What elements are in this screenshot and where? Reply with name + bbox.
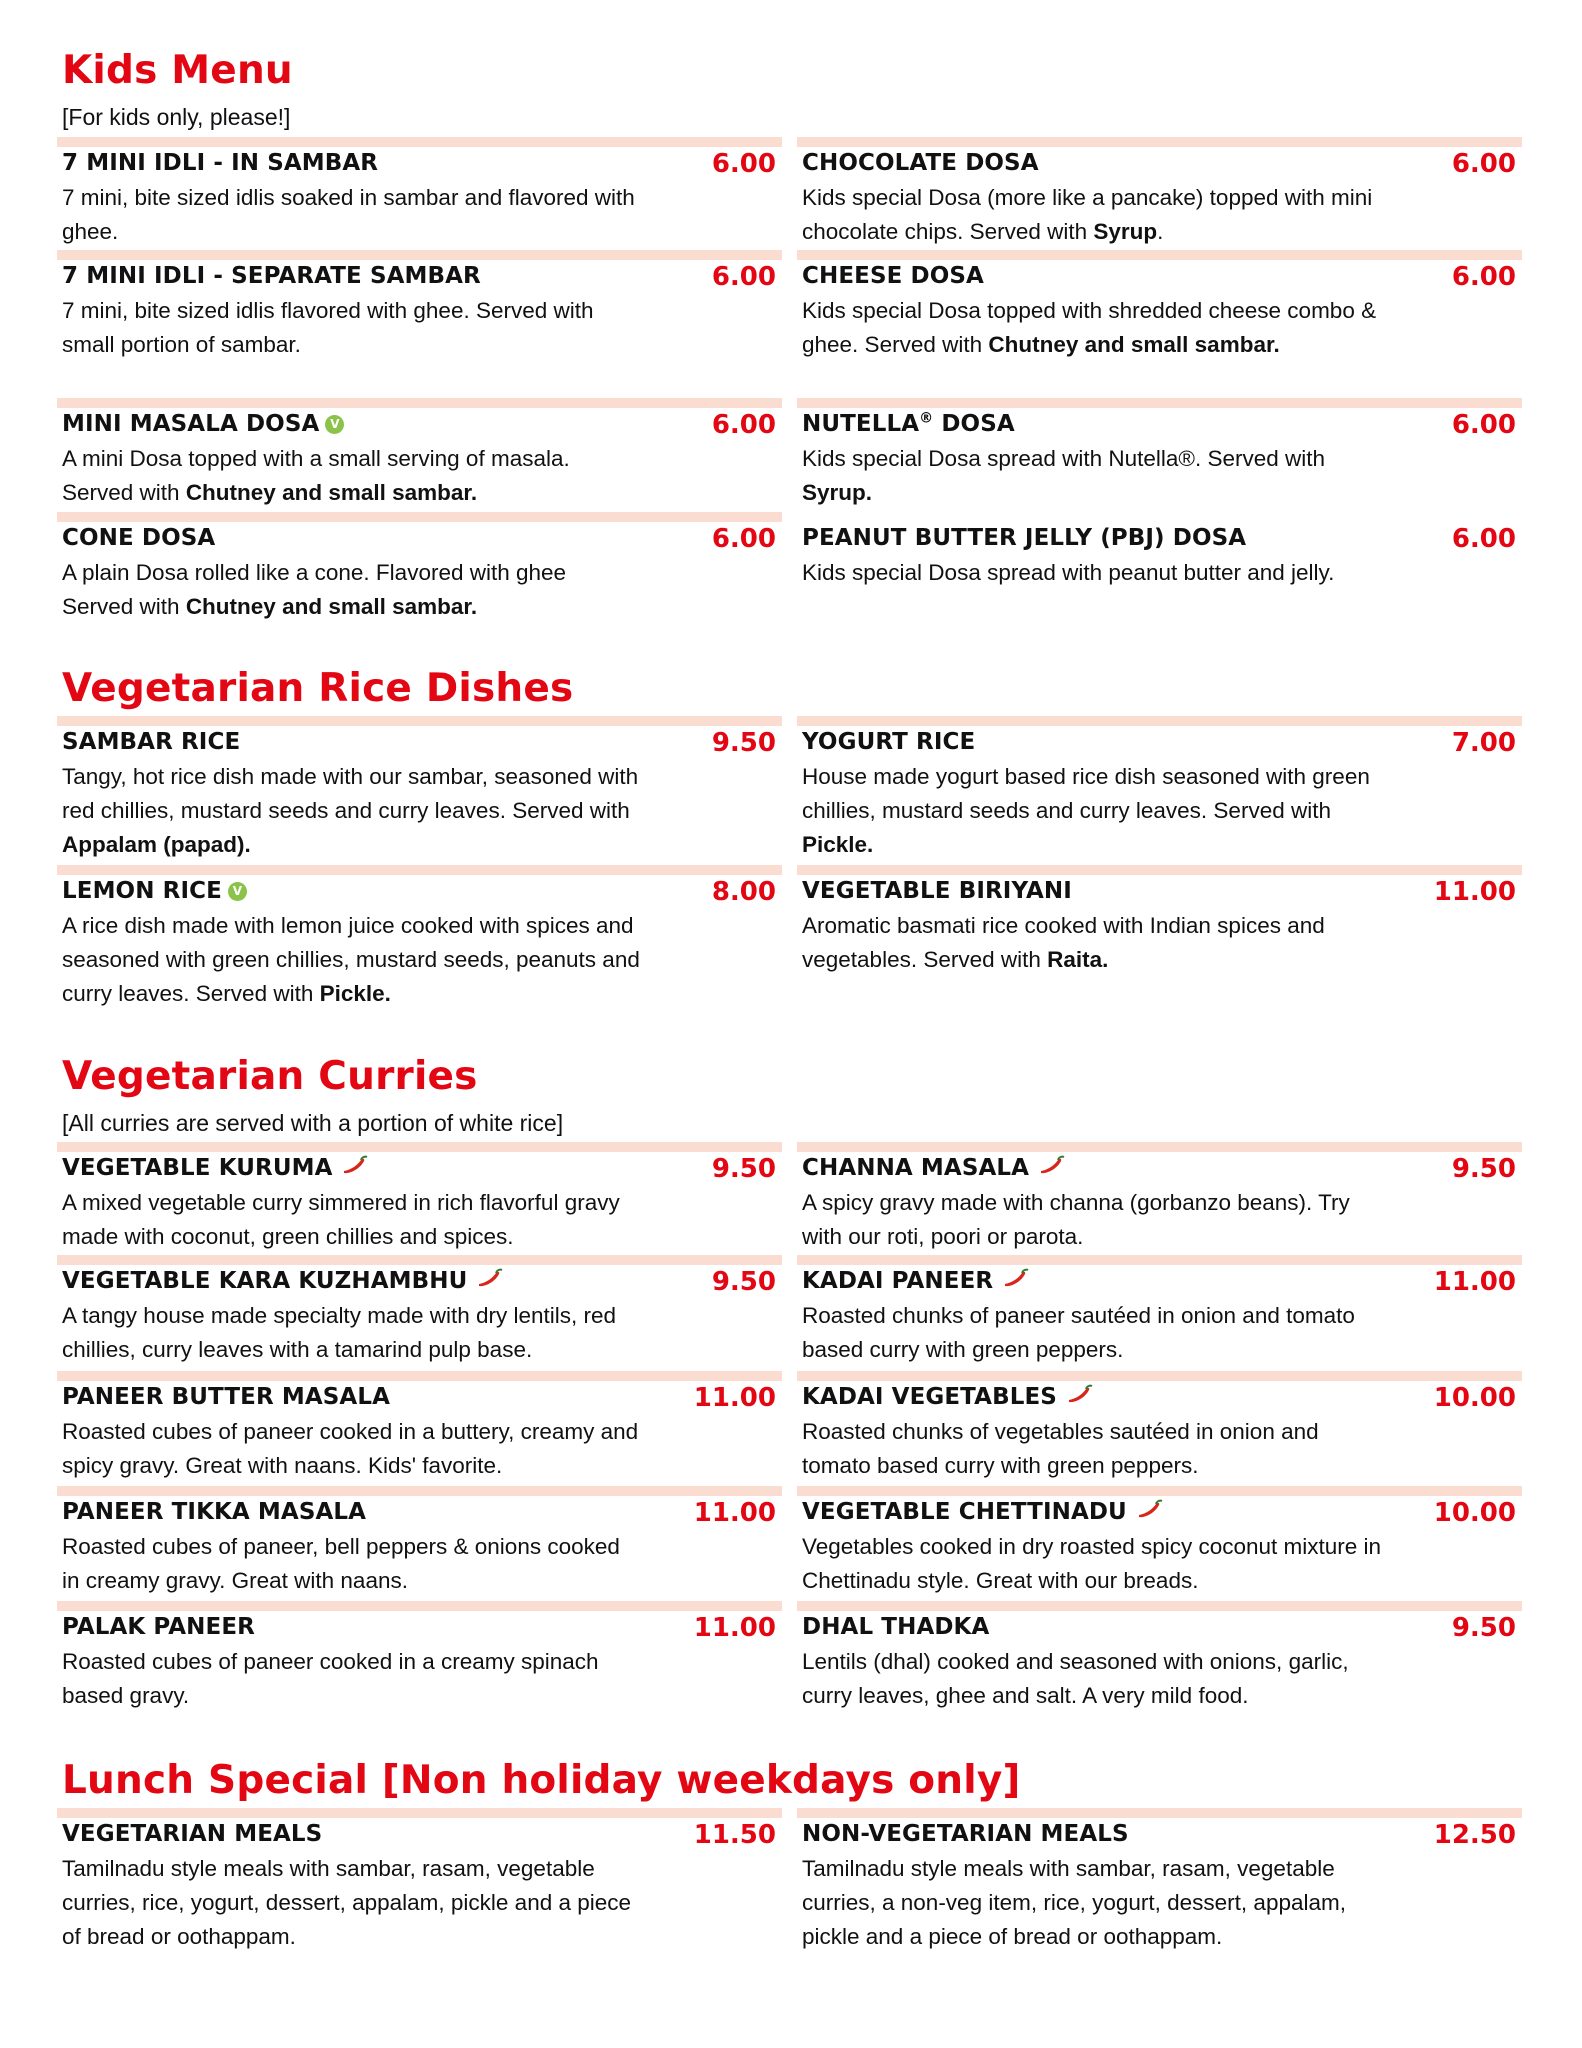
- item-description: Kids special Dosa (more like a pancake) topped with mini chocolate chips. Served with Syrup.: [802, 185, 1373, 244]
- item-price: 6.00: [1451, 149, 1516, 179]
- item-divider: [57, 1371, 782, 1381]
- item-divider: [57, 1255, 782, 1265]
- item-divider: [57, 137, 782, 147]
- item-price: 6.00: [711, 262, 776, 292]
- item-divider: [57, 865, 782, 875]
- section-title-kids: Kids Menu: [62, 48, 293, 93]
- item-description: Roasted cubes of paneer cooked in a creamy spinach based gravy.: [62, 1649, 599, 1708]
- item-price: 11.50: [693, 1820, 776, 1850]
- item-price: 7.00: [1451, 728, 1516, 758]
- item-price: 11.00: [693, 1383, 776, 1413]
- item-divider: [797, 398, 1522, 408]
- item-price: 11.00: [1433, 1267, 1516, 1297]
- menu-item: [797, 1255, 1522, 1362]
- item-name: 7 MINI IDLI - IN SAMBAR: [62, 150, 379, 176]
- item-divider: [797, 1142, 1522, 1152]
- menu-item: [797, 1142, 1522, 1249]
- menu-item: [797, 250, 1522, 357]
- item-name: PANEER TIKKA MASALA: [62, 1499, 367, 1525]
- item-divider: [797, 137, 1522, 147]
- item-description: Kids special Dosa spread with Nutella®. Served with Syrup.: [802, 446, 1326, 505]
- menu-item: [57, 1808, 782, 1949]
- item-description: Kids special Dosa spread with peanut butter and jelly.: [802, 560, 1335, 585]
- menu-item: [797, 512, 1522, 585]
- item-name: VEGETABLE KURUMA: [62, 1155, 370, 1181]
- item-price: 9.50: [1451, 1154, 1516, 1184]
- section-title-lunch: Lunch Special [Non holiday weekdays only]: [62, 1758, 1021, 1803]
- item-divider: [57, 1486, 782, 1496]
- menu-item: [57, 250, 782, 357]
- chili-icon: [1037, 1155, 1067, 1177]
- item-description: 7 mini, bite sized idlis flavored with ghee. Served with small portion of sambar.: [62, 298, 594, 357]
- item-price: 12.50: [1433, 1820, 1516, 1850]
- item-name: VEGETABLE KARA KUZHAMBHU: [62, 1268, 505, 1294]
- menu-item: [797, 1371, 1522, 1478]
- item-divider: [57, 1808, 782, 1818]
- item-price: 8.00: [711, 877, 776, 907]
- item-description: 7 mini, bite sized idlis soaked in sambar and flavored with ghee.: [62, 185, 635, 244]
- item-description: Roasted cubes of paneer, bell peppers & onions cooked in creamy gravy. Great with naans.: [62, 1534, 620, 1593]
- item-divider: [797, 512, 1522, 522]
- menu-item: [797, 137, 1522, 244]
- item-description: A mini Dosa topped with a small serving of masala. Served with Chutney and small sambar.: [62, 446, 570, 505]
- item-name: VEGETABLE CHETTINADU: [802, 1499, 1165, 1525]
- item-price: 6.00: [1451, 410, 1516, 440]
- item-price: 11.00: [693, 1613, 776, 1643]
- menu-item: [57, 1142, 782, 1249]
- menu-item: [57, 1486, 782, 1593]
- chili-icon: [1135, 1499, 1165, 1521]
- item-divider: [57, 250, 782, 260]
- chili-icon: [340, 1155, 370, 1177]
- item-name: LEMON RICE V: [62, 878, 247, 904]
- item-divider: [797, 1486, 1522, 1496]
- menu-item: [57, 1371, 782, 1478]
- menu-item: [57, 716, 782, 857]
- item-name: SAMBAR RICE: [62, 729, 241, 755]
- item-price: 9.50: [711, 1154, 776, 1184]
- item-divider: [797, 250, 1522, 260]
- item-price: 6.00: [1451, 524, 1516, 554]
- item-description: A tangy house made specialty made with dry lentils, red chillies, curry leaves with a tamarind pulp base.: [62, 1303, 617, 1362]
- item-price: 9.50: [711, 1267, 776, 1297]
- section-subtitle-kids: [For kids only, please!]: [62, 104, 291, 130]
- item-divider: [57, 1142, 782, 1152]
- menu-item: [57, 865, 782, 1006]
- item-divider: [797, 1601, 1522, 1611]
- item-divider: [57, 398, 782, 408]
- item-divider: [57, 1601, 782, 1611]
- item-description: Tamilnadu style meals with sambar, rasam, vegetable curries, rice, yogurt, dessert, appalam, pickle and a piece of bread or oothappam.: [62, 1856, 632, 1949]
- item-name: NON-VEGETARIAN MEALS: [802, 1821, 1129, 1847]
- item-name: CHANNA MASALA: [802, 1155, 1067, 1181]
- item-description: Tamilnadu style meals with sambar, rasam, vegetable curries, a non-veg item, rice, yogurt, dessert, appalam, pickle and a piece of bread or oothappam.: [802, 1856, 1346, 1949]
- item-divider: [57, 716, 782, 726]
- item-name: KADAI PANEER: [802, 1268, 1031, 1294]
- item-name: VEGETARIAN MEALS: [62, 1821, 323, 1847]
- item-name: NUTELLA® DOSA: [802, 410, 1015, 437]
- menu-item: [57, 1255, 782, 1362]
- chili-icon: [475, 1268, 505, 1290]
- item-divider: [797, 1255, 1522, 1265]
- item-description: Vegetables cooked in dry roasted spicy coconut mixture in Chettinadu style. Great with our breads.: [802, 1534, 1382, 1593]
- menu-item: [797, 716, 1522, 857]
- item-description: Roasted chunks of vegetables sautéed in onion and tomato based curry with green peppers.: [802, 1419, 1319, 1478]
- item-description: Aromatic basmati rice cooked with Indian spices and vegetables. Served with Raita.: [802, 913, 1325, 972]
- menu-item: [797, 1808, 1522, 1949]
- item-name: VEGETABLE BIRIYANI: [802, 878, 1072, 904]
- item-name: PEANUT BUTTER JELLY (PBJ) DOSA: [802, 525, 1247, 551]
- item-name: KADAI VEGETABLES: [802, 1384, 1095, 1410]
- item-price: 10.00: [1433, 1498, 1516, 1528]
- chili-icon: [1065, 1384, 1095, 1406]
- item-name: CONE DOSA: [62, 525, 216, 551]
- item-divider: [797, 865, 1522, 875]
- item-name: MINI MASALA DOSA V: [62, 411, 344, 437]
- item-price: 6.00: [711, 524, 776, 554]
- item-name: DHAL THADKA: [802, 1614, 990, 1640]
- menu-item: [797, 1601, 1522, 1708]
- item-description: A rice dish made with lemon juice cooked with spices and seasoned with green chillies, mustard seeds, peanuts and curry leaves. Served with Pickle.: [62, 913, 640, 1006]
- menu-item: [797, 398, 1522, 505]
- item-price: 9.50: [1451, 1613, 1516, 1643]
- item-price: 11.00: [693, 1498, 776, 1528]
- item-description: Kids special Dosa topped with shredded cheese combo & ghee. Served with Chutney and small sambar.: [802, 298, 1377, 357]
- menu-item: [57, 1601, 782, 1708]
- item-name: 7 MINI IDLI - SEPARATE SAMBAR: [62, 263, 481, 289]
- menu-item: [797, 865, 1522, 972]
- section-subtitle-curries: [All curries are served with a portion of white rice]: [62, 1110, 564, 1136]
- item-divider: [57, 512, 782, 522]
- item-name: CHOCOLATE DOSA: [802, 150, 1039, 176]
- item-divider: [797, 1371, 1522, 1381]
- item-description: Roasted chunks of paneer sautéed in onion and tomato based curry with green peppers.: [802, 1303, 1355, 1362]
- item-description: Lentils (dhal) cooked and seasoned with onions, garlic, curry leaves, ghee and salt. A very mild food.: [802, 1649, 1349, 1708]
- menu-item: [57, 398, 782, 505]
- item-name: PANEER BUTTER MASALA: [62, 1384, 390, 1410]
- vegan-icon: V: [228, 882, 247, 901]
- item-description: A mixed vegetable curry simmered in rich flavorful gravy made with coconut, green chillies and spices.: [62, 1190, 620, 1249]
- item-divider: [797, 1808, 1522, 1818]
- item-name: YOGURT RICE: [802, 729, 976, 755]
- item-price: 6.00: [711, 149, 776, 179]
- item-description: A plain Dosa rolled like a cone. Flavored with ghee Served with Chutney and small sambar.: [62, 560, 567, 619]
- item-description: Roasted cubes of paneer cooked in a buttery, creamy and spicy gravy. Great with naans. Kids' favorite.: [62, 1419, 639, 1478]
- chili-icon: [1001, 1268, 1031, 1290]
- item-divider: [797, 716, 1522, 726]
- item-price: 6.00: [1451, 262, 1516, 292]
- menu-item: [57, 137, 782, 244]
- item-name: CHEESE DOSA: [802, 263, 984, 289]
- section-title-curries: Vegetarian Curries: [62, 1054, 478, 1099]
- menu-item: [797, 1486, 1522, 1593]
- item-description: Tangy, hot rice dish made with our sambar, seasoned with red chillies, mustard seeds and curry leaves. Served with Appalam (papad).: [62, 764, 639, 857]
- item-description: House made yogurt based rice dish seasoned with green chillies, mustard seeds and curry leaves. Served with Pickle.: [802, 764, 1370, 857]
- item-description: A spicy gravy made with channa (gorbanzo beans). Try with our roti, poori or parota.: [802, 1190, 1350, 1249]
- item-price: 6.00: [711, 410, 776, 440]
- item-name: PALAK PANEER: [62, 1614, 255, 1640]
- menu-item: [57, 512, 782, 619]
- section-title-rice: Vegetarian Rice Dishes: [62, 666, 574, 711]
- item-price: 10.00: [1433, 1383, 1516, 1413]
- item-price: 9.50: [711, 728, 776, 758]
- item-price: 11.00: [1433, 877, 1516, 907]
- vegan-icon: V: [325, 415, 344, 434]
